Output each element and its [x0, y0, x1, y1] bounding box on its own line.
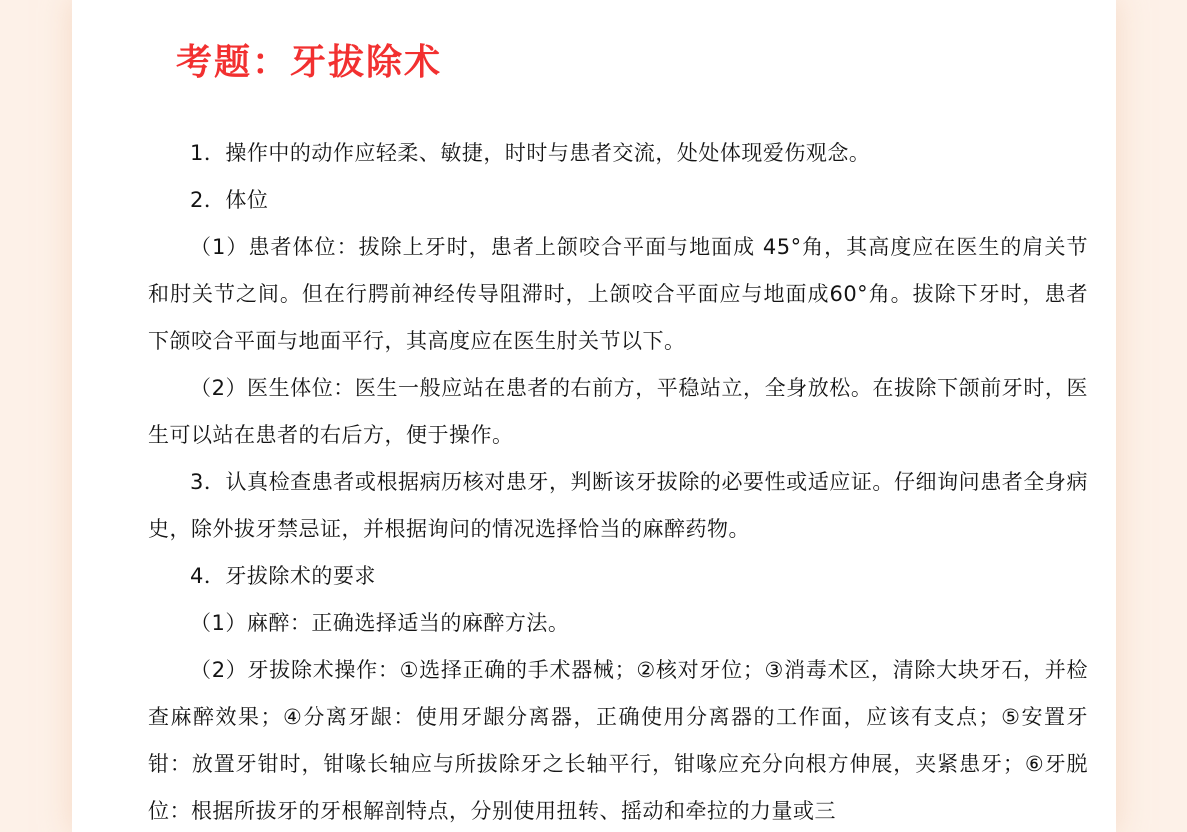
- paragraph: （1）患者体位：拔除上牙时，患者上颌咬合平面与地面成 45°角，其高度应在医生的肩关节和肘关节之间。但在行腭前神经传导阻滞时，上颌咬合平面应与地面成60°角。拔除下牙时，患者下颌咬合平面与地面平行，其高度应在医生肘关节以下。: [148, 235, 1088, 353]
- paragraph: 4．牙拔除术的要求: [190, 564, 376, 588]
- paragraph: 2．体位: [190, 188, 269, 212]
- document-paper: [72, 0, 1116, 832]
- page-title: 考题：牙拔除术: [176, 41, 443, 83]
- paragraph: （1）麻醉：正确选择适当的麻醉方法。: [190, 611, 570, 635]
- paragraph: 3．认真检查患者或根据病历核对患牙，判断该牙拔除的必要性或适应证。仔细询问患者全身病史，除外拔牙禁忌证，并根据询问的情况选择恰当的麻醉药物。: [148, 470, 1088, 541]
- document-body: [148, 130, 1088, 832]
- paragraph: （2）牙拔除术操作：①选择正确的手术器械；②核对牙位；③消毒术区，清除大块牙石，并检查麻醉效果；④分离牙龈：使用牙龈分离器，正确使用分离器的工作面，应该有支点；⑤安置牙钳：放置牙钳时，钳喙长轴应与所拔除牙之长轴平行，钳喙应充分向根方伸展，夹紧患牙；⑥牙脱位：根据所拔牙的牙根解剖特点，分别使用扭转、摇动和牵拉的力量或三: [148, 658, 1088, 823]
- paragraph: 1．操作中的动作应轻柔、敏捷，时时与患者交流，处处体现爱伤观念。: [190, 141, 871, 165]
- paragraph: （2）医生体位：医生一般应站在患者的右前方，平稳站立，全身放松。在拔除下颌前牙时，医生可以站在患者的右后方，便于操作。: [148, 376, 1088, 447]
